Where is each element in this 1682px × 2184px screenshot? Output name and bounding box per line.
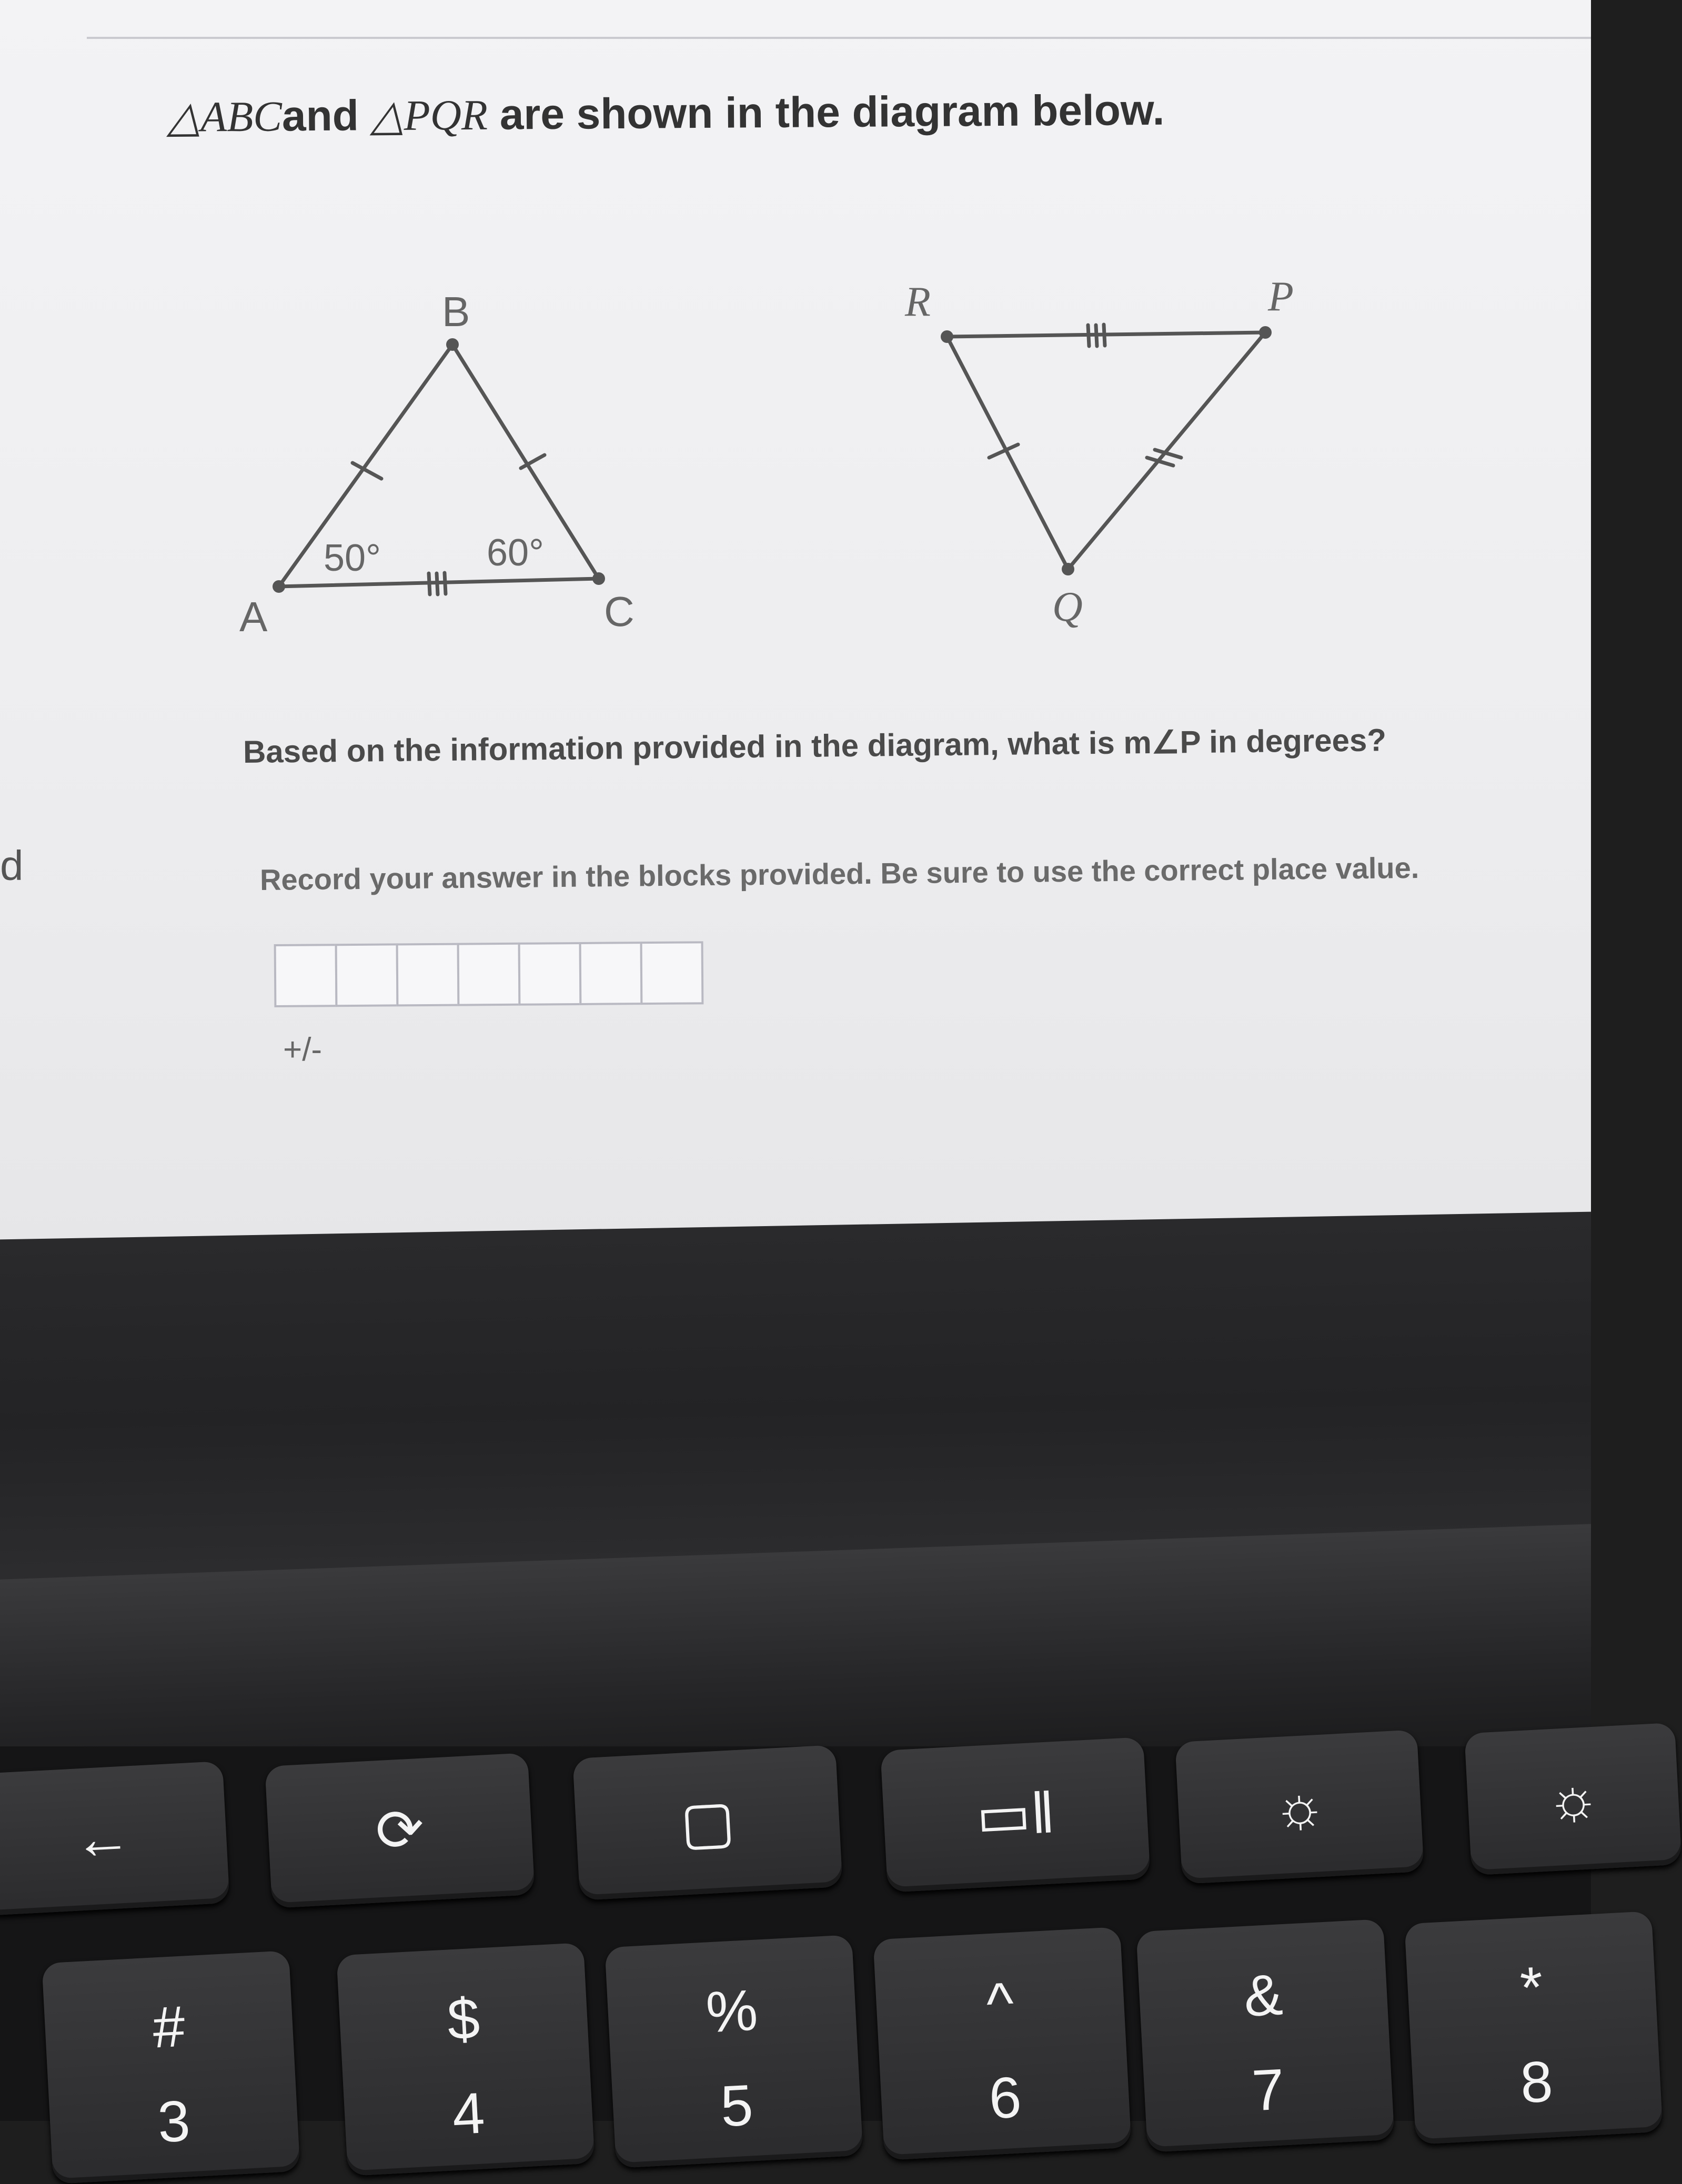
key-6[interactable]: ^ 6	[873, 1927, 1131, 2160]
label-c: C	[604, 588, 634, 635]
answer-block-5[interactable]	[518, 942, 582, 1006]
answer-block-1[interactable]	[274, 944, 338, 1007]
brightness-up-icon: ☼	[1545, 1765, 1602, 1833]
instruction-text: Record your answer in the blocks provided. Be sure to use the correct place value.	[259, 851, 1419, 896]
back-key[interactable]	[0, 1761, 230, 1916]
key-5[interactable]: % 5	[605, 1935, 863, 2168]
answer-block-7[interactable]	[640, 941, 704, 1005]
answer-block-4[interactable]	[457, 943, 521, 1006]
brightness-up-key[interactable]	[1464, 1723, 1682, 1876]
answer-block-2[interactable]	[335, 943, 399, 1007]
overview-icon: ▭‖	[974, 1780, 1056, 1849]
triangle-abc-name: △ABC	[167, 92, 283, 141]
refresh-key[interactable]	[265, 1753, 535, 1908]
question-text: Based on the information provided in the diagram, what is m∠P in degrees?	[243, 722, 1387, 770]
refresh-icon: ⟳	[374, 1796, 426, 1864]
side-letter: d	[0, 842, 24, 889]
key-4[interactable]: $ 4	[336, 1943, 595, 2176]
answer-blocks	[276, 941, 704, 1007]
key-8[interactable]: * 8	[1404, 1911, 1663, 2145]
vertex-r	[941, 330, 953, 343]
keyboard	[0, 1746, 1602, 2155]
plus-minus-toggle[interactable]: +/-	[283, 1032, 323, 1068]
brightness-down-icon: ☼	[1271, 1773, 1328, 1841]
triangle-pqr	[947, 332, 1265, 569]
label-p: P	[1268, 274, 1294, 320]
key-7[interactable]: & 7	[1136, 1919, 1394, 2152]
vertex-a	[273, 580, 285, 593]
label-q: Q	[1052, 584, 1083, 630]
brightness-down-key[interactable]	[1175, 1730, 1424, 1884]
angle-c-label: 60°	[487, 532, 544, 574]
vertex-q	[1062, 563, 1074, 575]
key-3[interactable]: # 3	[42, 1950, 300, 2184]
answer-block-6[interactable]	[579, 942, 643, 1005]
vertex-c	[592, 572, 605, 585]
title-and: and	[281, 92, 371, 140]
vertex-p	[1259, 326, 1272, 339]
title-rest: are shown in the diagram below.	[487, 86, 1165, 139]
triangle-pqr-name: △PQR	[370, 90, 488, 140]
overview-key[interactable]	[880, 1737, 1150, 1893]
angle-a-label: 50°	[324, 537, 381, 579]
answer-block-3[interactable]	[396, 943, 460, 1007]
label-b: B	[442, 288, 470, 335]
back-arrow-icon: ←	[72, 1804, 134, 1872]
fullscreen-icon: ▢	[678, 1788, 737, 1856]
fullscreen-key[interactable]	[572, 1745, 842, 1900]
tick-pq	[1147, 450, 1181, 466]
vertex-b	[446, 338, 459, 351]
label-a: A	[239, 593, 268, 640]
triangle-diagram	[0, 0, 1591, 684]
label-r: R	[905, 279, 931, 325]
